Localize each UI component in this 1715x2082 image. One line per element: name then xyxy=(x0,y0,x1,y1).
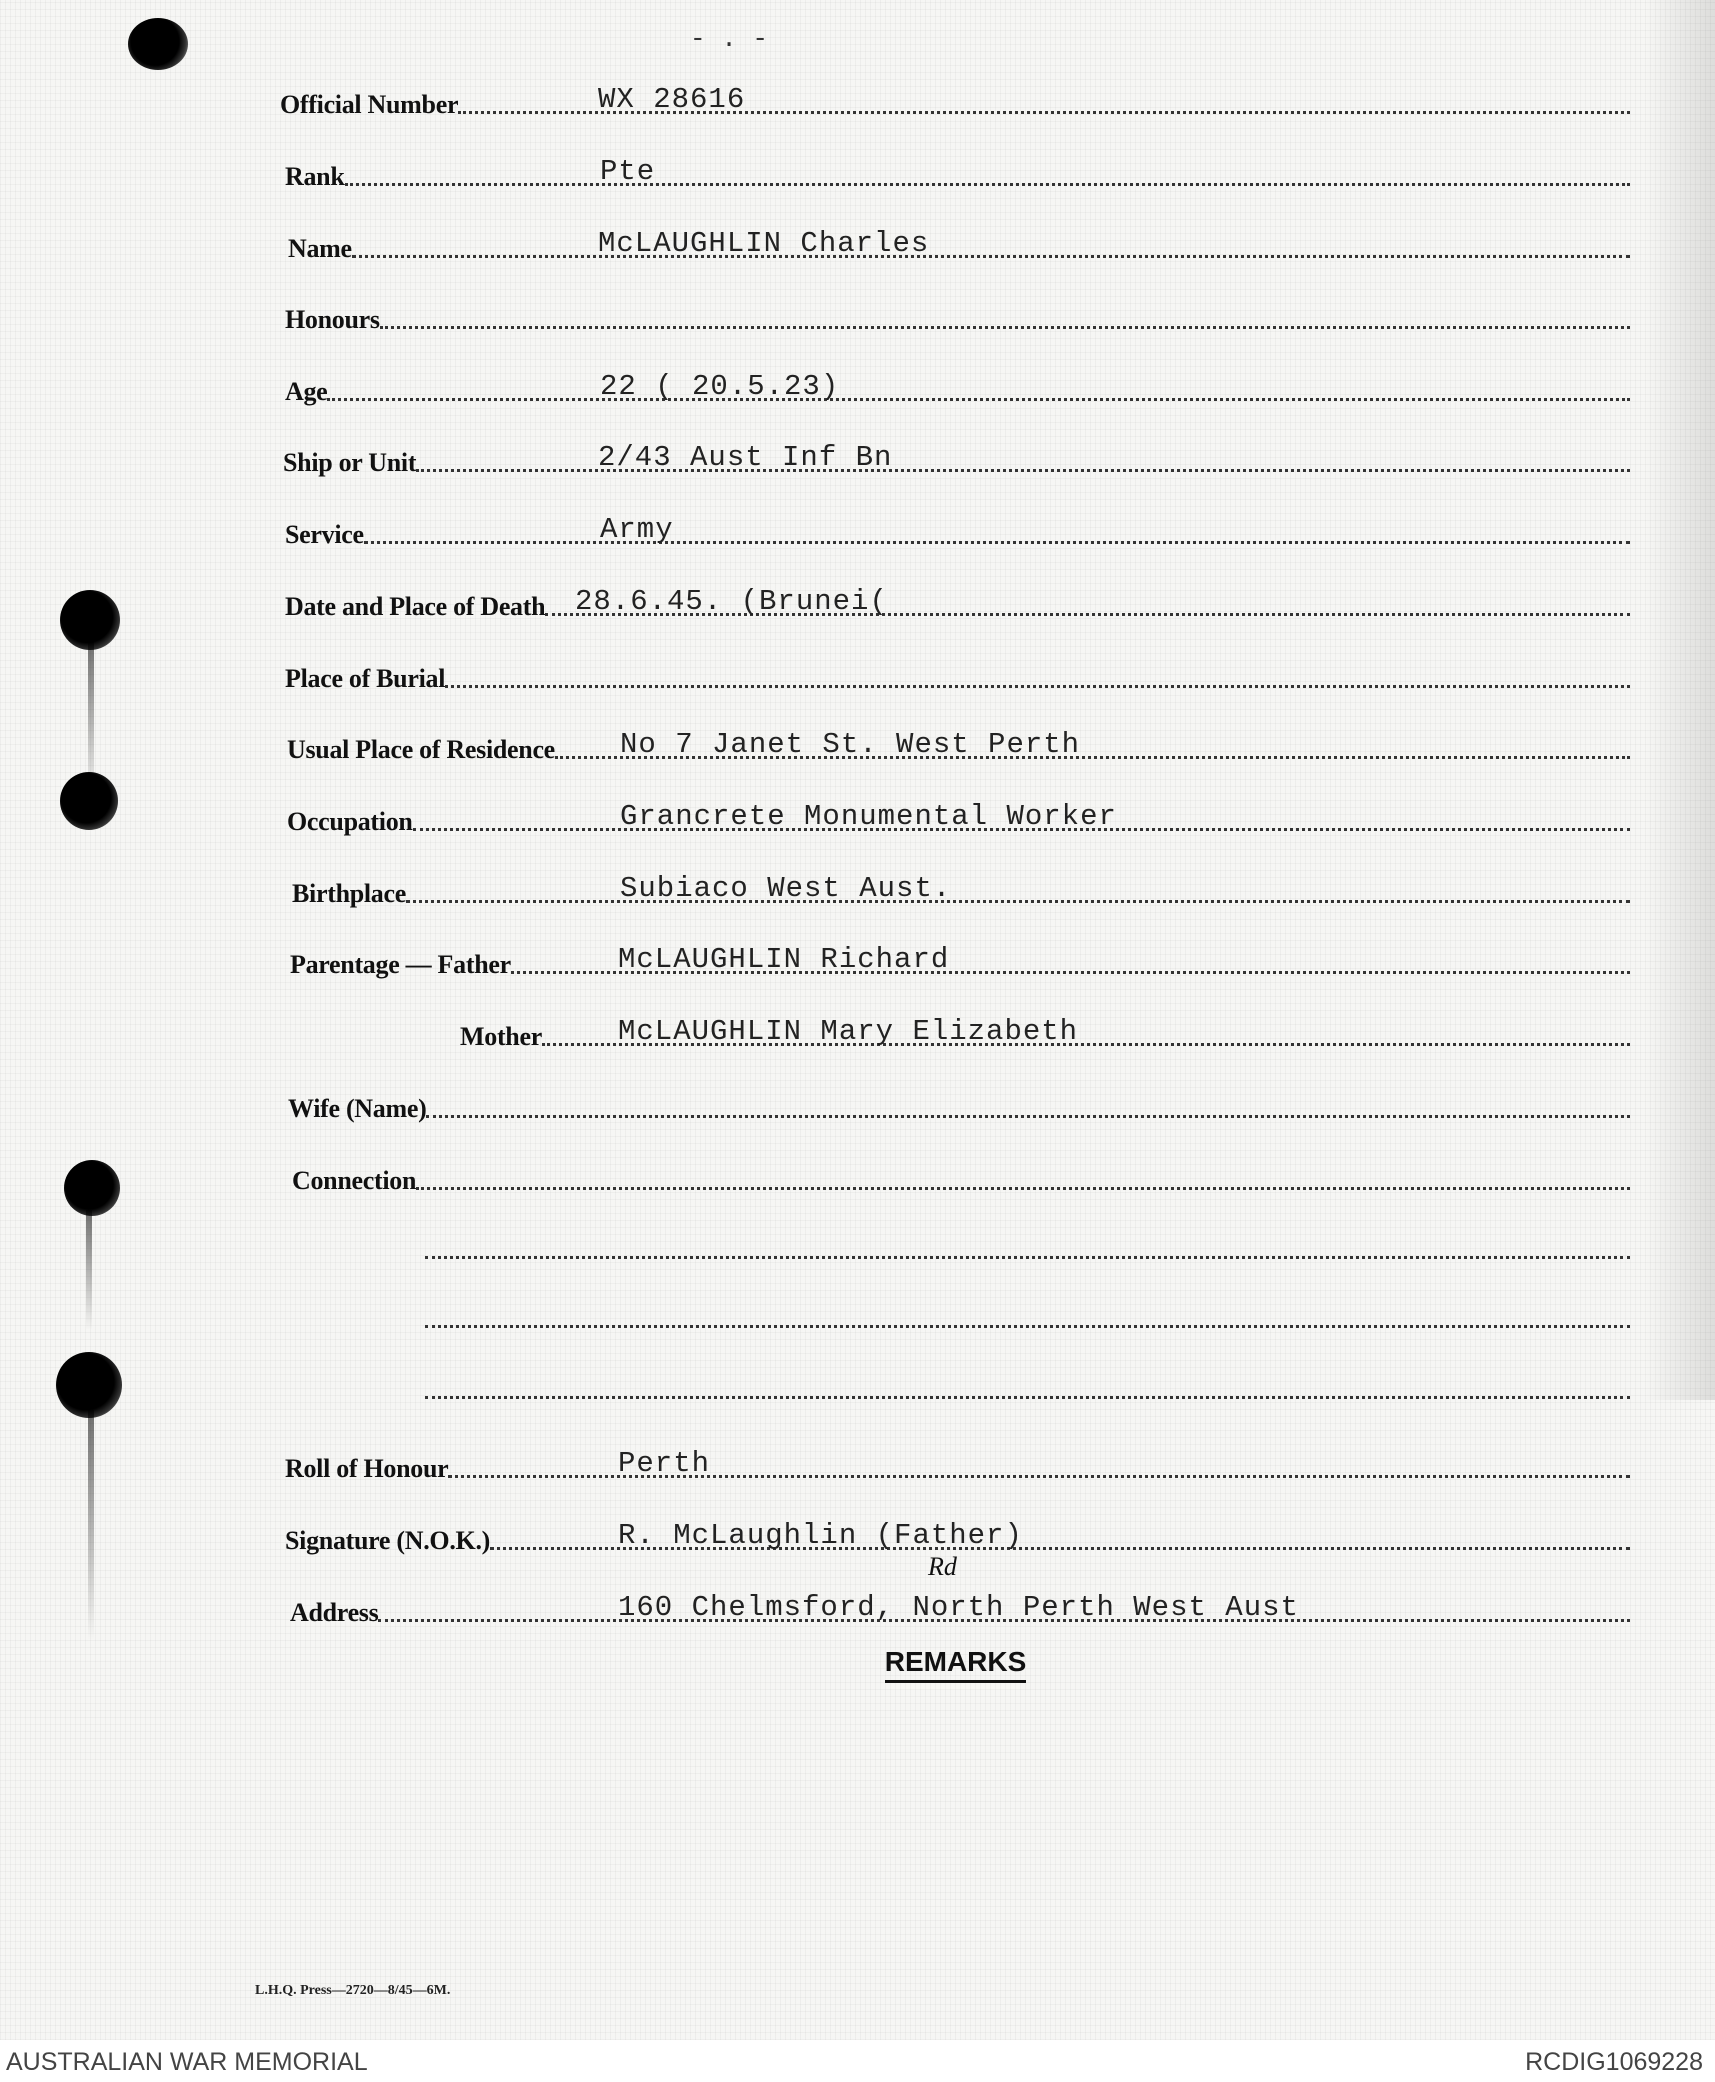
top-mark: - . - xyxy=(690,24,769,54)
field-connection xyxy=(292,1156,1630,1196)
mother-label: Mother xyxy=(460,1022,542,1051)
address-value: 160 Chelmsford, North Perth West Aust xyxy=(618,1591,1299,1624)
roll-of-honour-label: Roll of Honour xyxy=(285,1454,449,1483)
field-official-number xyxy=(280,80,1630,120)
dotted-line xyxy=(406,900,1630,903)
field-age xyxy=(285,367,1630,407)
field-wife xyxy=(288,1084,1630,1124)
connection-continuation-line xyxy=(425,1256,1630,1259)
field-honours xyxy=(285,295,1630,335)
usual-residence-value: No 7 Janet St. West Perth xyxy=(620,728,1081,761)
archive-footer xyxy=(0,2040,1715,2082)
connection-continuation-line xyxy=(425,1325,1630,1328)
punch-hole-top xyxy=(128,18,188,70)
wife-label: Wife (Name) xyxy=(288,1094,427,1123)
rank-label: Rank xyxy=(285,162,345,191)
date-place-death-label: Date and Place of Death xyxy=(285,592,546,621)
signature-value: R. McLaughlin (Father) xyxy=(618,1519,1023,1552)
field-rank xyxy=(285,152,1630,192)
date-place-death-value: 28.6.45. (Brunei( xyxy=(575,585,888,618)
occupation-label: Occupation xyxy=(287,807,413,836)
name-label: Name xyxy=(288,234,352,263)
punch-hole-5 xyxy=(56,1352,122,1418)
field-roll-of-honour xyxy=(285,1444,1630,1484)
remarks-heading-text: REMARKS xyxy=(885,1646,1027,1683)
field-place-of-burial xyxy=(285,654,1630,694)
handwritten-road-insert: Rd xyxy=(928,1552,957,1581)
connection-continuation-line xyxy=(425,1396,1630,1399)
dotted-line xyxy=(364,541,1630,544)
scan-streak xyxy=(88,1410,94,1640)
official-number-label: Official Number xyxy=(280,90,459,119)
rank-value: Pte xyxy=(600,155,656,188)
field-signature xyxy=(285,1516,1630,1556)
father-label: Parentage — Father xyxy=(290,950,511,979)
punch-hole-4 xyxy=(64,1160,120,1216)
dotted-line xyxy=(380,326,1630,329)
field-father xyxy=(290,940,1630,980)
age-label: Age xyxy=(285,377,328,406)
field-birthplace xyxy=(292,869,1630,909)
birthplace-value: Subiaco West Aust. xyxy=(620,872,952,905)
service-label: Service xyxy=(285,520,364,549)
field-date-place-death xyxy=(285,582,1630,622)
ship-or-unit-label: Ship or Unit xyxy=(283,448,417,477)
scan-streak xyxy=(88,640,94,800)
field-ship-or-unit xyxy=(283,438,1630,478)
father-value: McLAUGHLIN Richard xyxy=(618,943,950,976)
usual-residence-label: Usual Place of Residence xyxy=(287,735,555,764)
scan-streak xyxy=(86,1210,92,1330)
address-label: Address xyxy=(290,1598,379,1627)
official-number-value: WX 28616 xyxy=(598,83,746,116)
dotted-line xyxy=(352,255,1630,258)
footer-catalogue-id: RCDIG1069228 xyxy=(1525,2048,1703,2076)
mother-value: McLAUGHLIN Mary Elizabeth xyxy=(618,1015,1079,1048)
field-occupation xyxy=(287,797,1630,837)
age-value: 22 ( 20.5.23) xyxy=(600,370,840,403)
birthplace-label: Birthplace xyxy=(292,879,406,908)
remarks-heading xyxy=(0,1646,1715,1683)
field-mother xyxy=(460,1012,1630,1052)
dotted-line xyxy=(327,398,1630,401)
service-value: Army xyxy=(600,513,674,546)
occupation-value: Grancrete Monumental Worker xyxy=(620,800,1117,833)
printer-imprint: L.H.Q. Press—2720—8/45—6M. xyxy=(255,1983,451,1998)
roll-of-honour-value: Perth xyxy=(618,1447,711,1480)
field-service xyxy=(285,510,1630,550)
footer-institution: AUSTRALIAN WAR MEMORIAL xyxy=(6,2048,368,2076)
connection-label: Connection xyxy=(292,1166,417,1195)
field-address xyxy=(290,1588,1630,1628)
dotted-line xyxy=(426,1115,1630,1118)
field-name xyxy=(288,224,1630,264)
dotted-line xyxy=(345,183,1631,186)
honours-label: Honours xyxy=(285,305,380,334)
signature-label: Signature (N.O.K.) xyxy=(285,1526,491,1555)
place-of-burial-label: Place of Burial xyxy=(285,664,446,693)
ship-or-unit-value: 2/43 Aust Inf Bn xyxy=(598,441,893,474)
dotted-line xyxy=(445,685,1630,688)
name-value: McLAUGHLIN Charles xyxy=(598,227,930,260)
field-usual-residence xyxy=(287,725,1630,765)
dotted-line xyxy=(416,1187,1630,1190)
